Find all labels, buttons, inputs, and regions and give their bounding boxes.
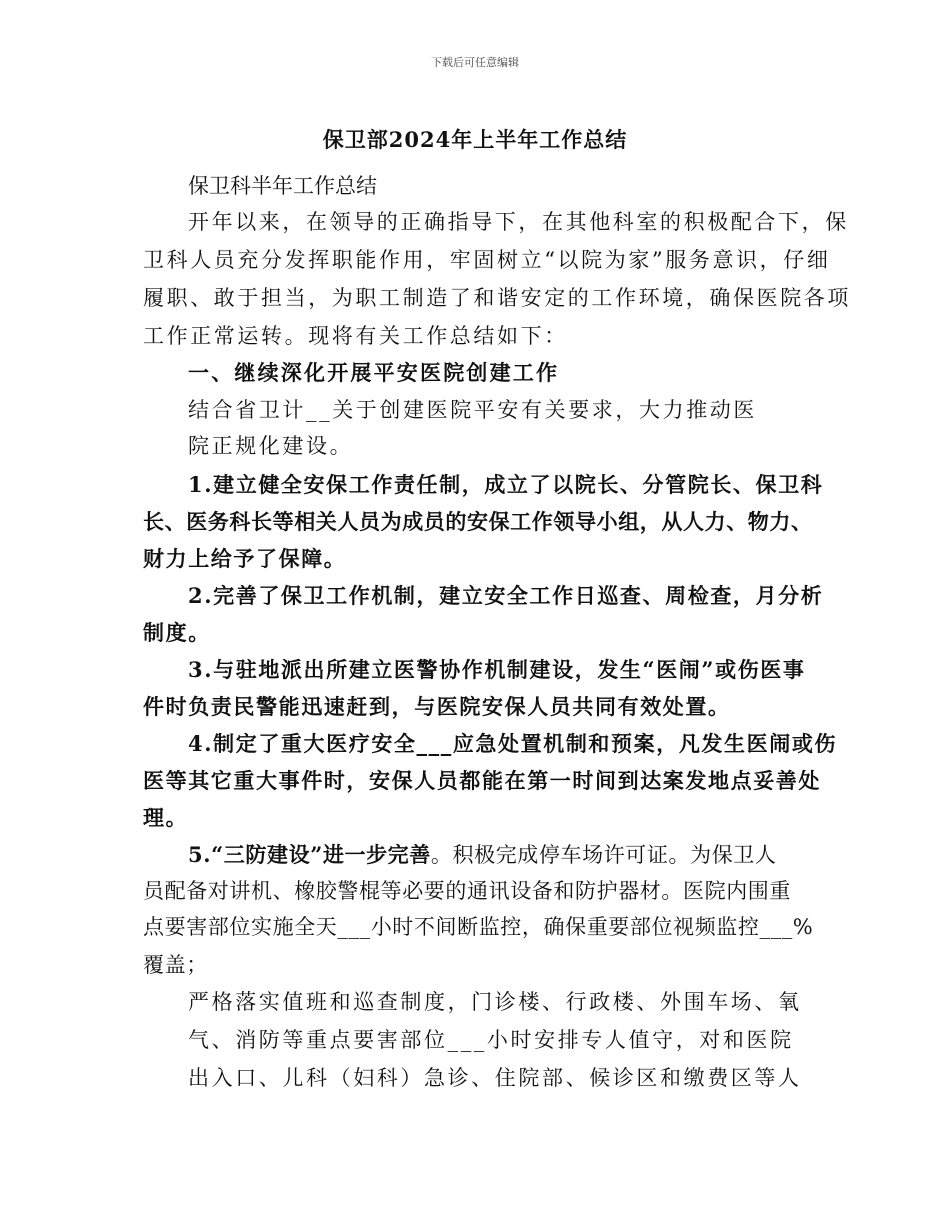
section-heading: 一、继续深化开展平安医院创建工作: [188, 360, 560, 385]
item-line: 制度。: [143, 620, 211, 645]
item-line: 2.完善了保卫工作机制，建立安全工作日巡查、周检查，月分析: [188, 583, 824, 608]
item-line: 件时负责民警能迅速赶到，与医院安保人员共同有效处置。: [143, 694, 731, 719]
paragraph-line: 卫科人员充分发挥职能作用，牢固树立“以院为家”服务意识，仔细: [143, 248, 831, 272]
paragraph-line: 点要害部位实施全天___小时不间断监控，确保重要部位视频监控___%: [143, 915, 814, 939]
document-title: 保卫部2024年上半年工作总结: [322, 127, 628, 152]
item-lead-rest: 。积极完成停车场许可证。为保卫人: [430, 843, 777, 867]
item-line: 1.建立健全安保工作责任制，成立了以院长、分管院长、保卫科: [188, 472, 824, 497]
item-line: 财力上给予了保障。: [143, 546, 347, 571]
item-line: 4.制定了重大医疗安全___应急处置机制和预案，凡发生医闹或伤: [188, 731, 838, 756]
item-line: 长、医务科长等相关人员为成员的安保工作领导小组，从人力、物力、: [143, 509, 813, 534]
item-line: [188, 840, 777, 870]
subtitle-line: 保卫科半年工作总结: [188, 174, 377, 198]
item-line: 理。: [143, 805, 189, 830]
item-line: 医等其它重大事件时，安保人员都能在第一时间到达案发地点妥善处: [143, 768, 821, 793]
item-line: 3.与驻地派出所建立医警协作机制建设，发生“医闹”或伤医事: [188, 657, 806, 682]
paragraph-line: 出入口、儿科（妇科）急诊、住院部、候诊区和缴费区等人: [188, 1066, 802, 1090]
paragraph-line: 院正规化建设。: [188, 434, 354, 458]
paragraph-line: 员配备对讲机、橡胶警棍等必要的通讯设备和防护器材。医院内围重: [143, 879, 791, 903]
paragraph-line: 气、消防等重点要害部位___小时安排专人值守，对和医院: [188, 1028, 794, 1052]
page-header: 下载后可任意编辑: [431, 56, 519, 69]
paragraph-line: 开年以来，在领导的正确指导下，在其他科室的积极配合下，保: [188, 210, 849, 234]
paragraph-line: 结合省卫计__关于创建医院平安有关要求，大力推动医: [188, 398, 757, 422]
paragraph-line: 履职、敢于担当，为职工制造了和谐安定的工作环境，确保医院各项: [143, 286, 851, 310]
item-lead-bold: 5.“三防建设”进一步完善: [188, 842, 431, 867]
paragraph-line: 覆盖；: [143, 953, 208, 977]
paragraph-line: 严格落实值班和巡查制度，门诊楼、行政楼、外围车场、氧: [188, 990, 802, 1014]
paragraph-line: 工作正常运转。现将有关工作总结如下：: [143, 324, 568, 348]
